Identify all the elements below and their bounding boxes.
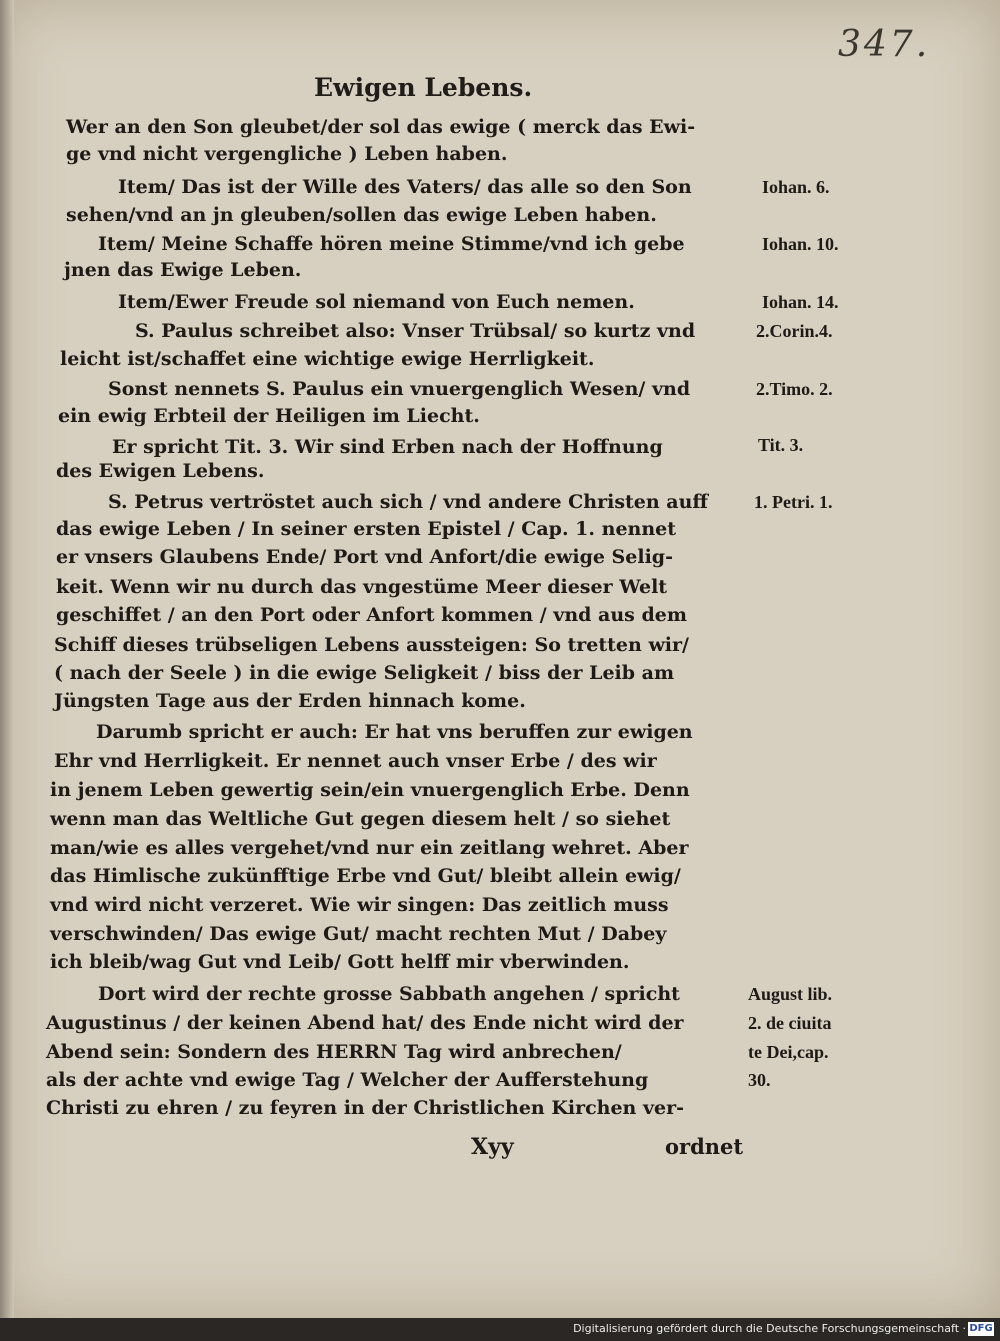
running-head: Ewigen Lebens. <box>314 73 533 102</box>
text-line: Schiff dieses trübseligen Lebens aussteigen: So tretten wir/ <box>54 634 689 656</box>
text-line: ich bleib/wag Gut vnd Leib/ Gott helff mir vberwinden. <box>50 951 630 973</box>
text-line: wenn man das Weltliche Gut gegen diesem helt / so siehet <box>50 808 671 830</box>
text-line: als der achte vnd ewige Tag / Welcher der Aufferstehung <box>46 1069 649 1091</box>
text-line: man/wie es alles vergehet/vnd nur ein zeitlang wehret. Aber <box>50 837 689 859</box>
catchword: ordnet <box>665 1134 744 1159</box>
funding-credit: Digitalisierung gefördert durch die Deutsche Forschungsgemeinschaft · <box>573 1322 966 1335</box>
margin-note: 2.Corin.4. <box>756 321 833 341</box>
text-line: keit. Wenn wir nu durch das vngestüme Meer dieser Welt <box>56 576 668 598</box>
text-line: Abend sein: Sondern des HERRN Tag wird anbrechen/ <box>46 1041 622 1063</box>
text-line: in jenem Leben gewertig sein/ein vnuergenglich Erbe. Denn <box>50 779 690 801</box>
text-line: verschwinden/ Das ewige Gut/ macht rechten Mut / Dabey <box>50 923 667 945</box>
text-line: das Himlische zukünfftige Erbe vnd Gut/ bleibt allein ewig/ <box>50 865 681 887</box>
text-line: Dort wird der rechte grosse Sabbath angehen / spricht <box>98 983 680 1005</box>
page-number: 347. <box>838 24 931 65</box>
margin-note: 2.Timo. 2. <box>756 379 833 399</box>
text-line: Ehr vnd Herrligkeit. Er nennet auch vnser Erbe / des wir <box>54 750 657 772</box>
text-line: Item/ Meine Schaffe hören meine Stimme/vnd ich gebe <box>98 233 685 255</box>
text-line: ( nach der Seele ) in die ewige Seligkeit / biss der Leib am <box>54 662 675 684</box>
text-line: vnd wird nicht verzeret. Wie wir singen: Das zeitlich muss <box>50 894 669 916</box>
text-line: Jüngsten Tage aus der Erden hinnach kome. <box>54 690 526 712</box>
text-line: er vnsers Glaubens Ende/ Port vnd Anfort/die ewige Selig- <box>56 546 673 568</box>
margin-note: Iohan. 10. <box>762 234 839 254</box>
text-line: Item/ Das ist der Wille des Vaters/ das alle so den Son <box>118 176 692 198</box>
margin-note: Iohan. 14. <box>762 292 839 312</box>
text-line: Christi zu ehren / zu feyren in der Christlichen Kirchen ver- <box>46 1097 685 1119</box>
text-line: Item/Ewer Freude sol niemand von Euch nemen. <box>118 291 635 313</box>
dfg-logo-icon: DFG <box>969 1323 993 1334</box>
text-line: S. Paulus schreibet also: Vnser Trübsal/ so kurtz vnd <box>135 320 696 342</box>
text-line: ge vnd nicht vergengliche ) Leben haben. <box>66 143 508 165</box>
margin-note: 30. <box>748 1070 771 1090</box>
text-line: geschiffet / an den Port oder Anfort kommen / vnd aus dem <box>56 604 687 626</box>
text-line: jnen das Ewige Leben. <box>64 259 302 281</box>
text-line: Augustinus / der keinen Abend hat/ des Ende nicht wird der <box>46 1012 684 1034</box>
signature-mark: Xyy <box>471 1134 514 1160</box>
text-line: sehen/vnd an jn gleuben/sollen das ewige Leben haben. <box>66 204 657 226</box>
margin-note: 1. Petri. 1. <box>754 492 833 512</box>
text-line: Er spricht Tit. 3. Wir sind Erben nach der Hoffnung <box>112 436 663 458</box>
text-line: Wer an den Son gleubet/der sol das ewige ( merck das Ewi- <box>66 116 696 138</box>
margin-note: Tit. 3. <box>758 435 804 455</box>
text-line: Sonst nennets S. Paulus ein vnuergenglich Wesen/ vnd <box>108 378 691 400</box>
text-line: S. Petrus vertröstet auch sich / vnd andere Christen auff <box>108 491 709 513</box>
margin-note: 2. de ciuita <box>748 1013 832 1033</box>
text-line: Darumb spricht er auch: Er hat vns beruffen zur ewigen <box>96 721 693 743</box>
text-line: leicht ist/schaffet eine wichtige ewige Herrligkeit. <box>60 348 595 370</box>
margin-note: August lib. <box>748 984 833 1004</box>
page-edge-shadow <box>0 0 14 1318</box>
text-line: ein ewig Erbteil der Heiligen im Liecht. <box>58 405 480 427</box>
text-line: das ewige Leben / In seiner ersten Epistel / Cap. 1. nennet <box>56 518 677 540</box>
margin-note: te Dei,cap. <box>748 1042 829 1062</box>
margin-note: Iohan. 6. <box>762 177 830 197</box>
text-line: des Ewigen Lebens. <box>56 460 265 482</box>
